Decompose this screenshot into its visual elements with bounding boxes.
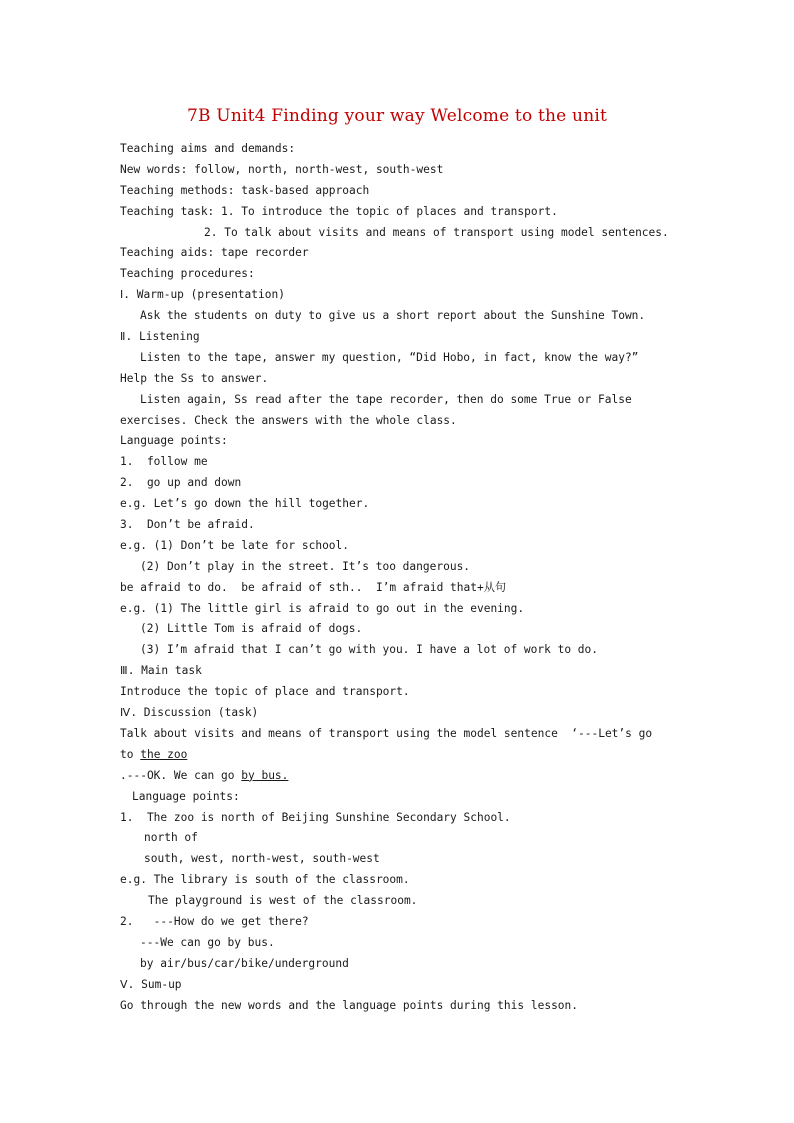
text-line: (2) Don’t play in the street. It’s too dangerous. bbox=[140, 559, 471, 573]
section-heading: Ⅴ. Sum-up bbox=[120, 977, 182, 991]
text-line: e.g. (1) Don’t be late for school. bbox=[120, 538, 350, 552]
text-line bbox=[120, 766, 680, 787]
text-line: 2. go up and down bbox=[120, 476, 242, 490]
section-heading: Ⅲ. Main task bbox=[120, 664, 202, 678]
text-line: 2. To talk about visits and means of transport using model sentences. bbox=[204, 225, 669, 239]
text-line bbox=[120, 745, 680, 766]
text-line: Go through the new words and the language points during this lesson. bbox=[120, 998, 579, 1012]
text-line: Introduce the topic of place and transport. bbox=[120, 685, 410, 699]
text-line: (3) I’m afraid that I can’t go with you. I have a lot of work to do. bbox=[140, 643, 599, 657]
text-line: 1. The zoo is north of Beijing Sunshine Secondary School. bbox=[120, 810, 511, 824]
text-line: exercises. Check the answers with the whole class. bbox=[120, 413, 457, 427]
text-line: New words: follow, north, north-west, south-west bbox=[120, 162, 444, 176]
text-line: The playground is west of the classroom. bbox=[148, 894, 418, 908]
text-line: south, west, north-west, south-west bbox=[144, 852, 380, 866]
text-line: Teaching aids: tape recorder bbox=[120, 246, 309, 260]
text-line: 2. ---How do we get there? bbox=[120, 914, 309, 928]
text-line: 1. follow me bbox=[120, 455, 208, 469]
text-line: Help the Ss to answer. bbox=[120, 371, 269, 385]
underlined-text: the zoo bbox=[140, 747, 188, 761]
text-line: by air/bus/car/bike/underground bbox=[140, 956, 349, 970]
document-title: 7B Unit4 Finding your way Welcome to the unit bbox=[186, 106, 608, 126]
section-heading: Ⅱ. Listening bbox=[120, 330, 200, 344]
text-line: Ask the students on duty to give us a short report about the Sunshine Town. bbox=[140, 309, 646, 323]
text-fragment: .---OK. We can go bbox=[120, 768, 242, 782]
text-line: (2) Little Tom is afraid of dogs. bbox=[140, 622, 363, 636]
text-line: Talk about visits and means of transport using the model sentence ‘---Let’s go bbox=[120, 726, 653, 740]
text-line: Teaching procedures: bbox=[120, 267, 255, 281]
text-line: e.g. The library is south of the classroom. bbox=[120, 873, 410, 887]
text-line: Listen again, Ss read after the tape recorder, then do some True or False bbox=[140, 392, 632, 406]
text-line: e.g. (1) The little girl is afraid to go out in the evening. bbox=[120, 601, 525, 615]
text-line: 3. Don’t be afraid. bbox=[120, 518, 255, 532]
section-heading: Ⅳ. Discussion (task) bbox=[120, 706, 259, 720]
underlined-text: by bus. bbox=[241, 768, 289, 782]
section-heading: Ⅰ. Warm-up (presentation) bbox=[120, 288, 285, 302]
text-line: Teaching methods: task-based approach bbox=[120, 183, 370, 197]
text-line: e.g. Let’s go down the hill together. bbox=[120, 497, 370, 511]
document-body bbox=[120, 139, 680, 1016]
text-line: Language points: bbox=[120, 434, 228, 448]
text-fragment: to bbox=[120, 747, 141, 761]
text-line: ---We can go by bus. bbox=[140, 935, 275, 949]
text-line: Teaching task: 1. To introduce the topic of places and transport. bbox=[120, 204, 558, 218]
text-line: Language points: bbox=[132, 789, 240, 803]
text-line: Teaching aims and demands: bbox=[120, 142, 296, 155]
text-line: Listen to the tape, answer my question, “Did Hobo, in fact, know the way?” bbox=[140, 350, 639, 364]
text-line: north of bbox=[144, 831, 198, 845]
text-line: be afraid to do. be afraid of sth.. I’m afraid that+从句 bbox=[120, 580, 507, 594]
